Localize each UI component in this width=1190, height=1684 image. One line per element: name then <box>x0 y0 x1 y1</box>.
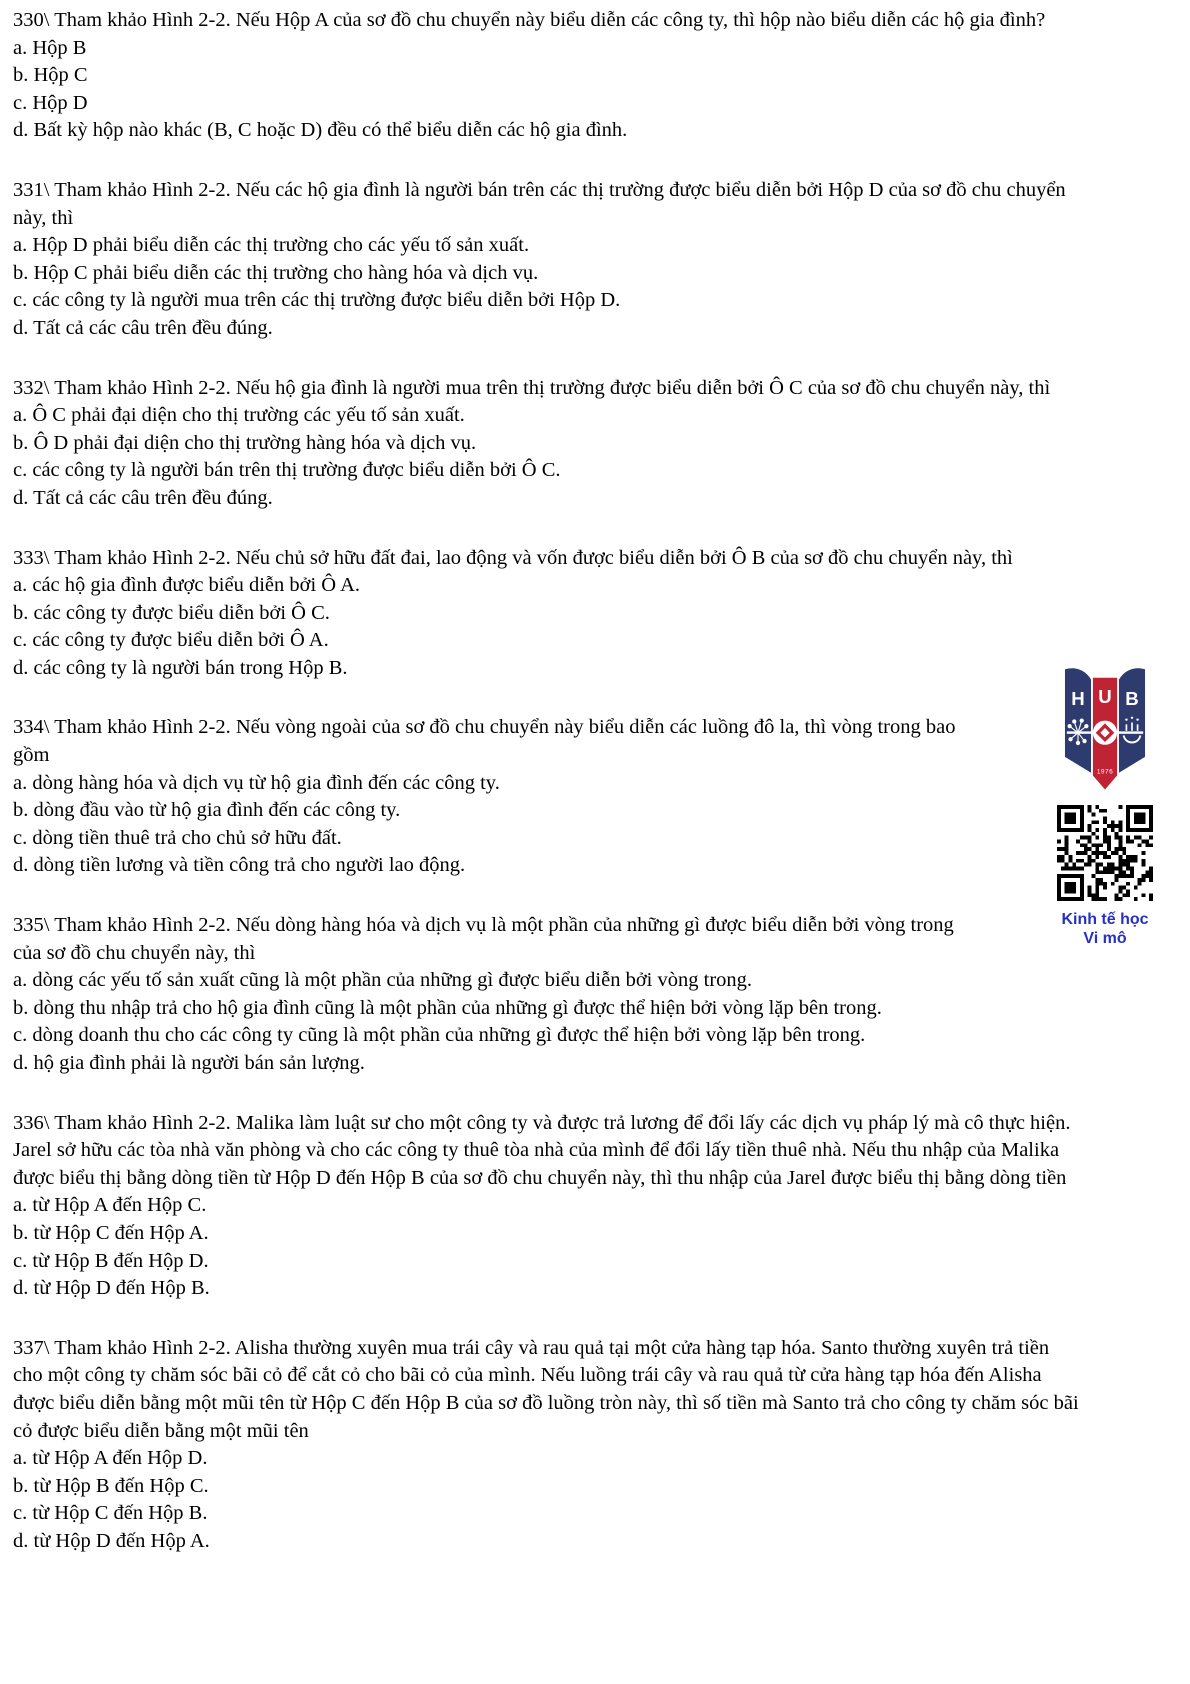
questions-list <box>13 7 1083 1556</box>
question-333-option-b: b. các công ty được biểu diễn bởi Ô C. <box>13 601 330 624</box>
question-336-option-c: c. từ Hộp B đến Hộp D. <box>13 1249 209 1272</box>
question-335-option-a: a. dòng các yếu tố sản xuất cũng là một phần của những gì được biểu diễn bởi vòng trong. <box>13 969 753 992</box>
question-337-option-c: c. từ Hộp C đến Hộp B. <box>13 1502 208 1525</box>
question-332-option-b: b. Ô D phải đại diện cho thị trường hàng hóa và dịch vụ. <box>13 431 477 454</box>
question-333 <box>13 545 1083 683</box>
qr-caption <box>1055 910 1155 948</box>
question-334 <box>13 714 961 880</box>
question-331 <box>13 177 1083 343</box>
question-334-stem: 334\ Tham khảo Hình 2-2. Nếu vòng ngoài của sơ đồ chu chuyển này biểu diễn các luồng đô la, thì vòng trong bao gồm <box>13 716 956 767</box>
logo-letter-u: U <box>1098 685 1112 707</box>
question-336-option-a: a. từ Hộp A đến Hộp C. <box>13 1194 207 1217</box>
question-332-option-c: c. các công ty là người bán trên thị trường được biểu diễn bởi Ô C. <box>13 459 561 482</box>
question-333-option-d: d. các công ty là người bán trong Hộp B. <box>13 656 348 679</box>
question-332 <box>13 375 1083 513</box>
question-333-option-a: a. các hộ gia đình được biểu diễn bởi Ô A. <box>13 574 361 597</box>
question-337-option-b: b. từ Hộp B đến Hộp C. <box>13 1474 209 1497</box>
question-336-stem: 336\ Tham khảo Hình 2-2. Malika làm luật sư cho một công ty và được trả lương để đổi lấy các dịch vụ pháp lý mà cô thực hiện. Jarel sở hữu các tòa nhà văn phòng và cho các công ty thuê tòa nhà của mình để đổi lấy tiền thuê nhà. Nếu thu nhập của Malika được biểu thị bằng dòng tiền từ Hộp D đến Hộp B của sơ đồ chu chuyển này, thì thu nhập của Jarel được biểu thị bằng dòng tiền <box>13 1111 1071 1189</box>
logo-letter-h: H <box>1071 687 1085 709</box>
question-330-stem: 330\ Tham khảo Hình 2-2. Nếu Hộp A của sơ đồ chu chuyển này biểu diễn các công ty, thì hộp nào biểu diễn các hộ gia đình? <box>13 9 1046 31</box>
question-336 <box>13 1110 1083 1303</box>
question-335-stem: 335\ Tham khảo Hình 2-2. Nếu dòng hàng hóa và dịch vụ là một phần của những gì được biểu diễn bởi vòng trong của sơ đồ chu chuyển này, thì <box>13 914 954 964</box>
question-331-option-d: d. Tất cả các câu trên đều đúng. <box>13 316 273 339</box>
logo-left-panel <box>1065 668 1091 772</box>
question-334-option-b: b. dòng đầu vào từ hộ gia đình đến các công ty. <box>13 799 401 822</box>
question-332-option-a: a. Ô C phải đại diện cho thị trường các yếu tố sản xuất. <box>13 404 465 427</box>
question-333-stem: 333\ Tham khảo Hình 2-2. Nếu chủ sở hữu đất đai, lao động và vốn được biểu diễn bởi Ô B của sơ đồ chu chuyển này, thì <box>13 546 1013 569</box>
logo-right-panel <box>1119 668 1145 772</box>
question-331-option-c: c. các công ty là người mua trên các thị trường được biểu diễn bởi Hộp D. <box>13 289 621 312</box>
question-333-option-c: c. các công ty được biểu diễn bởi Ô A. <box>13 629 329 652</box>
question-336-option-b: b. từ Hộp C đến Hộp A. <box>13 1221 209 1244</box>
question-337-stem: 337\ Tham khảo Hình 2-2. Alisha thường xuyên mua trái cây và rau quả tại một cửa hàng tạp hóa. Santo thường xuyên trả tiền cho một công ty chăm sóc bãi cỏ để cắt cỏ cho bãi cỏ của mình. Nếu luồng trái cây và rau quả từ cửa hàng tạp hóa đến Alisha được biểu diễn bằng một mũi tên từ Hộp C đến Hộp B của sơ đồ luồng tròn này, thì số tiền mà Santo trả cho công ty chăm sóc bãi cỏ được biểu diễn bằng một mũi tên <box>13 1336 1079 1442</box>
question-331-stem: 331\ Tham khảo Hình 2-2. Nếu các hộ gia đình là người bán trên các thị trường được biểu diễn bởi Hộp D của sơ đồ chu chuyển này, thì <box>13 178 1066 229</box>
qr-code-block <box>1055 805 1155 906</box>
question-335-option-c: c. dòng doanh thu cho các công ty cũng là một phần của những gì được thể hiện bởi vòng lặp bên trong. <box>13 1024 866 1047</box>
question-337 <box>13 1335 1083 1556</box>
question-330-option-c: c. Hộp D <box>13 91 88 114</box>
question-336-option-d: d. từ Hộp D đến Hộp B. <box>13 1277 210 1300</box>
question-334-option-a: a. dòng hàng hóa và dịch vụ từ hộ gia đình đến các công ty. <box>13 771 500 794</box>
question-335 <box>13 912 961 1078</box>
question-334-option-d: d. dòng tiền lương và tiền công trả cho người lao động. <box>13 854 466 877</box>
qr-code-icon <box>1057 805 1153 901</box>
question-337-option-d: d. từ Hộp D đến Hộp A. <box>13 1529 210 1552</box>
question-332-option-d: d. Tất cả các câu trên đều đúng. <box>13 486 273 509</box>
question-330-option-a: a. Hộp B <box>13 36 87 59</box>
coin-diamond-icon <box>1093 721 1117 745</box>
question-335-option-d: d. hộ gia đình phải là người bán sản lượng. <box>13 1052 365 1074</box>
question-330 <box>13 7 1083 145</box>
hub-university-logo <box>1055 661 1155 796</box>
question-330-option-b: b. Hộp C <box>13 64 88 87</box>
question-331-option-b: b. Hộp C phải biểu diễn các thị trường cho hàng hóa và dịch vụ. <box>13 261 539 284</box>
qr-caption-line2: Vi mô <box>1083 930 1127 947</box>
qr-caption-line1: Kinh tế học <box>1061 911 1149 928</box>
question-337-option-a: a. từ Hộp A đến Hộp D. <box>13 1447 208 1470</box>
question-332-stem: 332\ Tham khảo Hình 2-2. Nếu hộ gia đình là người mua trên thị trường được biểu diễn bởi Ô C của sơ đồ chu chuyển này, thì <box>13 376 1051 399</box>
question-334-option-c: c. dòng tiền thuê trả cho chủ sở hữu đất. <box>13 826 342 849</box>
question-330-option-d: d. Bất kỳ hộp nào khác (B, C hoặc D) đều có thể biểu diễn các hộ gia đình. <box>13 119 628 142</box>
logo-letter-b: B <box>1125 687 1139 709</box>
question-331-option-a: a. Hộp D phải biểu diễn các thị trường cho các yếu tố sản xuất. <box>13 234 530 257</box>
logo-year: 1976 <box>1096 768 1114 776</box>
question-335-option-b: b. dòng thu nhập trả cho hộ gia đình cũng là một phần của những gì được thể hiện bởi vòng lặp bên trong. <box>13 996 882 1019</box>
branding-sidebar <box>1055 661 1155 948</box>
hub-shield-icon <box>1055 661 1155 796</box>
